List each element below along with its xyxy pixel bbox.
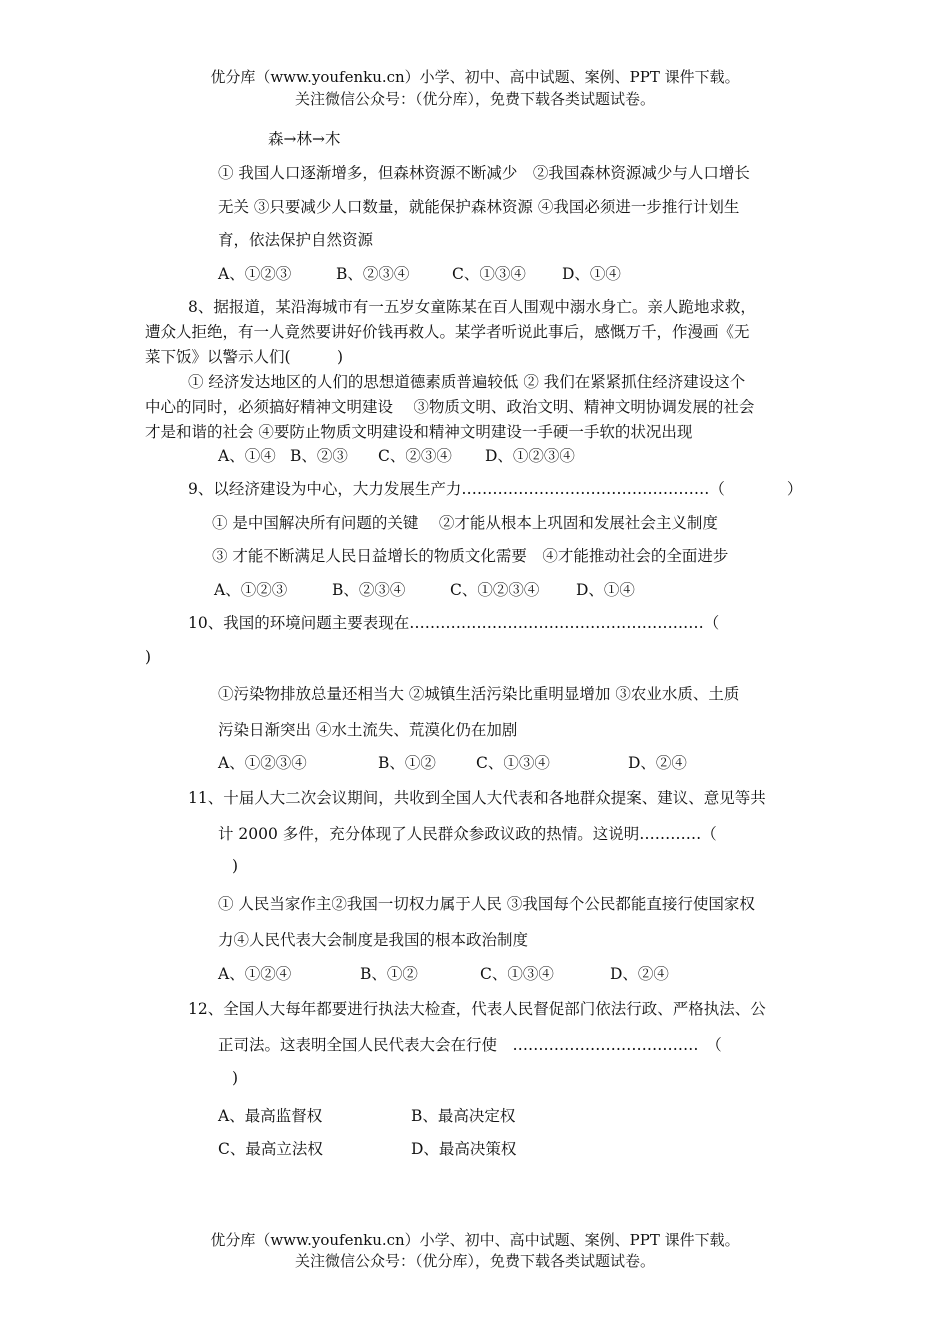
q11-body-2: 力④人民代表大会制度是我国的根本政治制度	[218, 931, 529, 949]
q8-line-5: 中心的同时，必须搞好精神文明建设 ③物质文明、政治文明、精神文明协调发展的社会	[145, 398, 755, 416]
q8-line-2: 遭众人拒绝，有一人竟然要讲好价钱再救人。某学者听说此事后，感慨万千，作漫画《无	[145, 323, 750, 341]
q9-line-2: ③ 才能不断满足人民日益增长的物质文化需要 ④才能推动社会的全面进步	[212, 547, 729, 565]
q9-option-c: C、①②③④	[450, 581, 540, 599]
q11-body-1: ① 人民当家作主②我国一切权力属于人民 ③我国每个公民都能直接行使国家权	[218, 895, 755, 913]
q7-line-3: 育，依法保护自然资源	[218, 231, 374, 249]
header-line-2: 关注微信公众号：（优分库），免费下载各类试题试卷。	[294, 90, 655, 108]
q7-line-2: 无关 ③只要减少人口数量，就能保护森林资源 ④我国必须进一步推行计划生	[218, 198, 740, 216]
q8-line-3: 菜下饭》以警示人们( )	[145, 348, 344, 366]
q7-diagram: 森→林→木	[268, 130, 341, 148]
q12-option-d: D、最高决策权	[411, 1140, 517, 1158]
q10-option-d: D、②④	[628, 754, 687, 772]
q9-option-d: D、①④	[576, 581, 635, 599]
q8-option-b: B、②③	[290, 447, 348, 465]
q7-option-d: D、①④	[562, 265, 621, 283]
q8-line-6: 才是和谐的社会 ④要防止物质文明建设和精神文明建设一手硬一手软的状况出现	[145, 423, 693, 441]
q7-line-1: ① 我国人口逐渐增多，但森林资源不断减少 ②我国森林资源减少与人口增长	[218, 164, 750, 182]
q11-option-d: D、②④	[610, 965, 669, 983]
q8-option-a: A、①④	[218, 447, 276, 465]
q9-option-a: A、①②③	[214, 581, 288, 599]
footer-line-2: 关注微信公众号：（优分库），免费下载各类试题试卷。	[294, 1252, 655, 1270]
footer-line-1: 优分库（www.youfenku.cn）小学、初中、高中试题、案例、PPT 课件下载。	[210, 1231, 740, 1249]
q9-line-1: ① 是中国解决所有问题的关键 ②才能从根本上巩固和发展社会主义制度	[212, 514, 718, 532]
q10-stem: 10、我国的环境问题主要表现在…………………………………………………（	[188, 614, 720, 632]
q12-option-a: A、最高监督权	[218, 1107, 323, 1125]
q11-option-c: C、①③④	[480, 965, 554, 983]
q11-line-1: 11、十届人大二次会议期间，共收到全国人大代表和各地群众提案、建议、意见等共	[188, 789, 766, 807]
q7-option-b: B、②③④	[336, 265, 410, 283]
q12-line-2: 正司法。这表明全国人民代表大会在行使 ……………………………… （	[218, 1036, 722, 1054]
q10-line-1: ①污染物排放总量还相当大 ②城镇生活污染比重明显增加 ③农业水质、土质	[218, 685, 740, 703]
q8-line-1: 8、据报道，某沿海城市有一五岁女童陈某在百人围观中溺水身亡。亲人跪地求救，	[188, 298, 756, 316]
q8-option-c: C、②③④	[378, 447, 452, 465]
q10-close-paren: )	[145, 648, 152, 666]
header-line-1: 优分库（www.youfenku.cn）小学、初中、高中试题、案例、PPT 课件下载。	[210, 68, 740, 86]
q11-option-b: B、①②	[360, 965, 418, 983]
q8-line-4: ① 经济发达地区的人们的思想道德素质普遍较低 ② 我们在紧紧抓住经济建设这个	[188, 373, 746, 391]
q7-option-c: C、①③④	[452, 265, 526, 283]
q10-option-b: B、①②	[378, 754, 436, 772]
q11-option-a: A、①②④	[218, 965, 292, 983]
q11-close-paren: )	[232, 857, 239, 875]
q10-option-c: C、①③④	[476, 754, 550, 772]
q9-stem: 9、以经济建设为中心，大力发展生产力…………………………………………（ ）	[188, 480, 803, 498]
q12-option-b: B、最高决定权	[411, 1107, 516, 1125]
q8-option-d: D、①②③④	[485, 447, 575, 465]
q12-line-1: 12、全国人大每年都要进行执法大检查，代表人民督促部门依法行政、严格执法、公	[188, 1000, 766, 1018]
q12-option-c: C、最高立法权	[218, 1140, 323, 1158]
q10-option-a: A、①②③④	[218, 754, 307, 772]
q7-option-a: A、①②③	[218, 265, 292, 283]
q10-line-2: 污染日渐突出 ④水土流失、荒漠化仍在加剧	[218, 721, 518, 739]
q11-line-2: 计 2000 多件，充分体现了人民群众参政议政的热情。这说明…………（	[218, 825, 717, 843]
q12-close-paren: )	[232, 1069, 239, 1087]
q9-option-b: B、②③④	[332, 581, 406, 599]
